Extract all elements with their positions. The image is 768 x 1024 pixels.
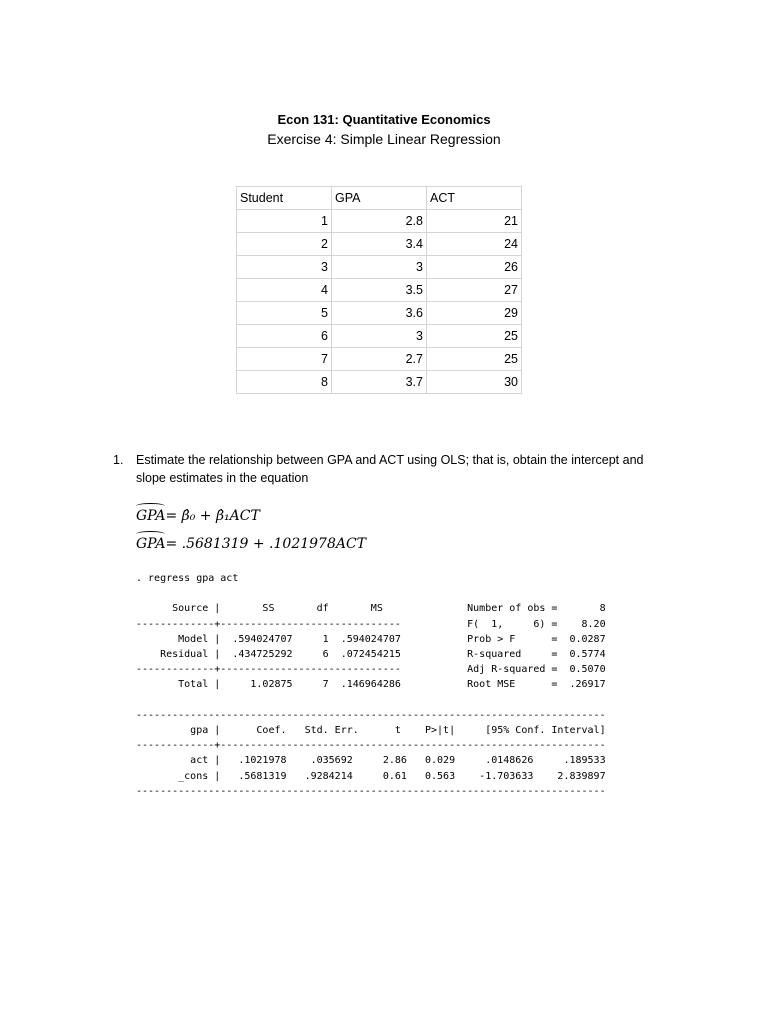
student-cell: 4 — [237, 279, 332, 302]
gpa-cell: 3.6 — [332, 302, 427, 325]
act-cell: 27 — [427, 279, 522, 302]
act-cell: 25 — [427, 348, 522, 371]
student-cell: 7 — [237, 348, 332, 371]
table-row — [237, 256, 522, 279]
equation-general — [136, 508, 260, 524]
act-cell: 26 — [427, 256, 522, 279]
gpa-cell: 2.7 — [332, 348, 427, 371]
question-number: 1. — [113, 453, 124, 467]
table-header-row — [237, 187, 522, 210]
gpa-cell: 3 — [332, 325, 427, 348]
data-table — [236, 186, 522, 394]
student-cell: 2 — [237, 233, 332, 256]
gpa-cell: 3.5 — [332, 279, 427, 302]
student-cell: 8 — [237, 371, 332, 394]
act-cell: 24 — [427, 233, 522, 256]
equation-rhs: = β̂₀ + β̂₁ACT — [165, 508, 260, 524]
table-row — [237, 325, 522, 348]
question-text: Estimate the relationship between GPA and ACT using OLS; that is, obtain the intercept and slope estimates in the equation — [136, 453, 644, 485]
gpa-cell: 3.4 — [332, 233, 427, 256]
act-cell: 29 — [427, 302, 522, 325]
equation-rhs: = .5681319 + .1021978ACT — [165, 536, 367, 552]
act-cell: 30 — [427, 371, 522, 394]
column-header-act: ACT — [427, 187, 522, 210]
equation-lhs: GPA — [136, 508, 166, 524]
table-row — [237, 210, 522, 233]
table-row — [237, 279, 522, 302]
column-header-gpa: GPA — [332, 187, 427, 210]
table-row — [237, 348, 522, 371]
student-cell: 1 — [237, 210, 332, 233]
student-cell: 6 — [237, 325, 332, 348]
gpa-cell: 2.8 — [332, 210, 427, 233]
equation-lhs: GPA — [136, 536, 166, 552]
table-row — [237, 302, 522, 325]
equation-estimated — [136, 536, 366, 552]
gpa-cell: 3 — [332, 256, 427, 279]
page-subtitle: Exercise 4: Simple Linear Regression — [267, 131, 501, 147]
page-title: Econ 131: Quantitative Economics — [277, 112, 491, 127]
act-cell: 21 — [427, 210, 522, 233]
table-row — [237, 233, 522, 256]
column-header-student: Student — [237, 187, 332, 210]
stata-regression-output: . regress gpa act Source | SS df MS Number of obs = 8 -------------+------------------------------ F( 1, 6) = 8.20 Model | .594024707 1 .594024707 Prob > F = 0.0287 Residual | .434725292 6 .072454215 R-squared = 0.5774 -------------+------------------------------ Adj R-squared = 0.5070 Total | 1.02875 7 .146964286 Root MSE = .26917 ------------------------------------------------------------------------------ gpa | Coef. Std. Err. t P>|t| [95% Conf. Interval] -------------+---------------------------------------------------------------- act | .1021978 .035692 2.86 0.029 .0148626 .189533 _cons | .5681319 .9284214 0.61 0.563 -1.703633 2.839897 ------------------------------------------------------------------------------ — [136, 573, 606, 797]
student-cell: 3 — [237, 256, 332, 279]
gpa-cell: 3.7 — [332, 371, 427, 394]
act-cell: 25 — [427, 325, 522, 348]
table-row — [237, 371, 522, 394]
student-cell: 5 — [237, 302, 332, 325]
